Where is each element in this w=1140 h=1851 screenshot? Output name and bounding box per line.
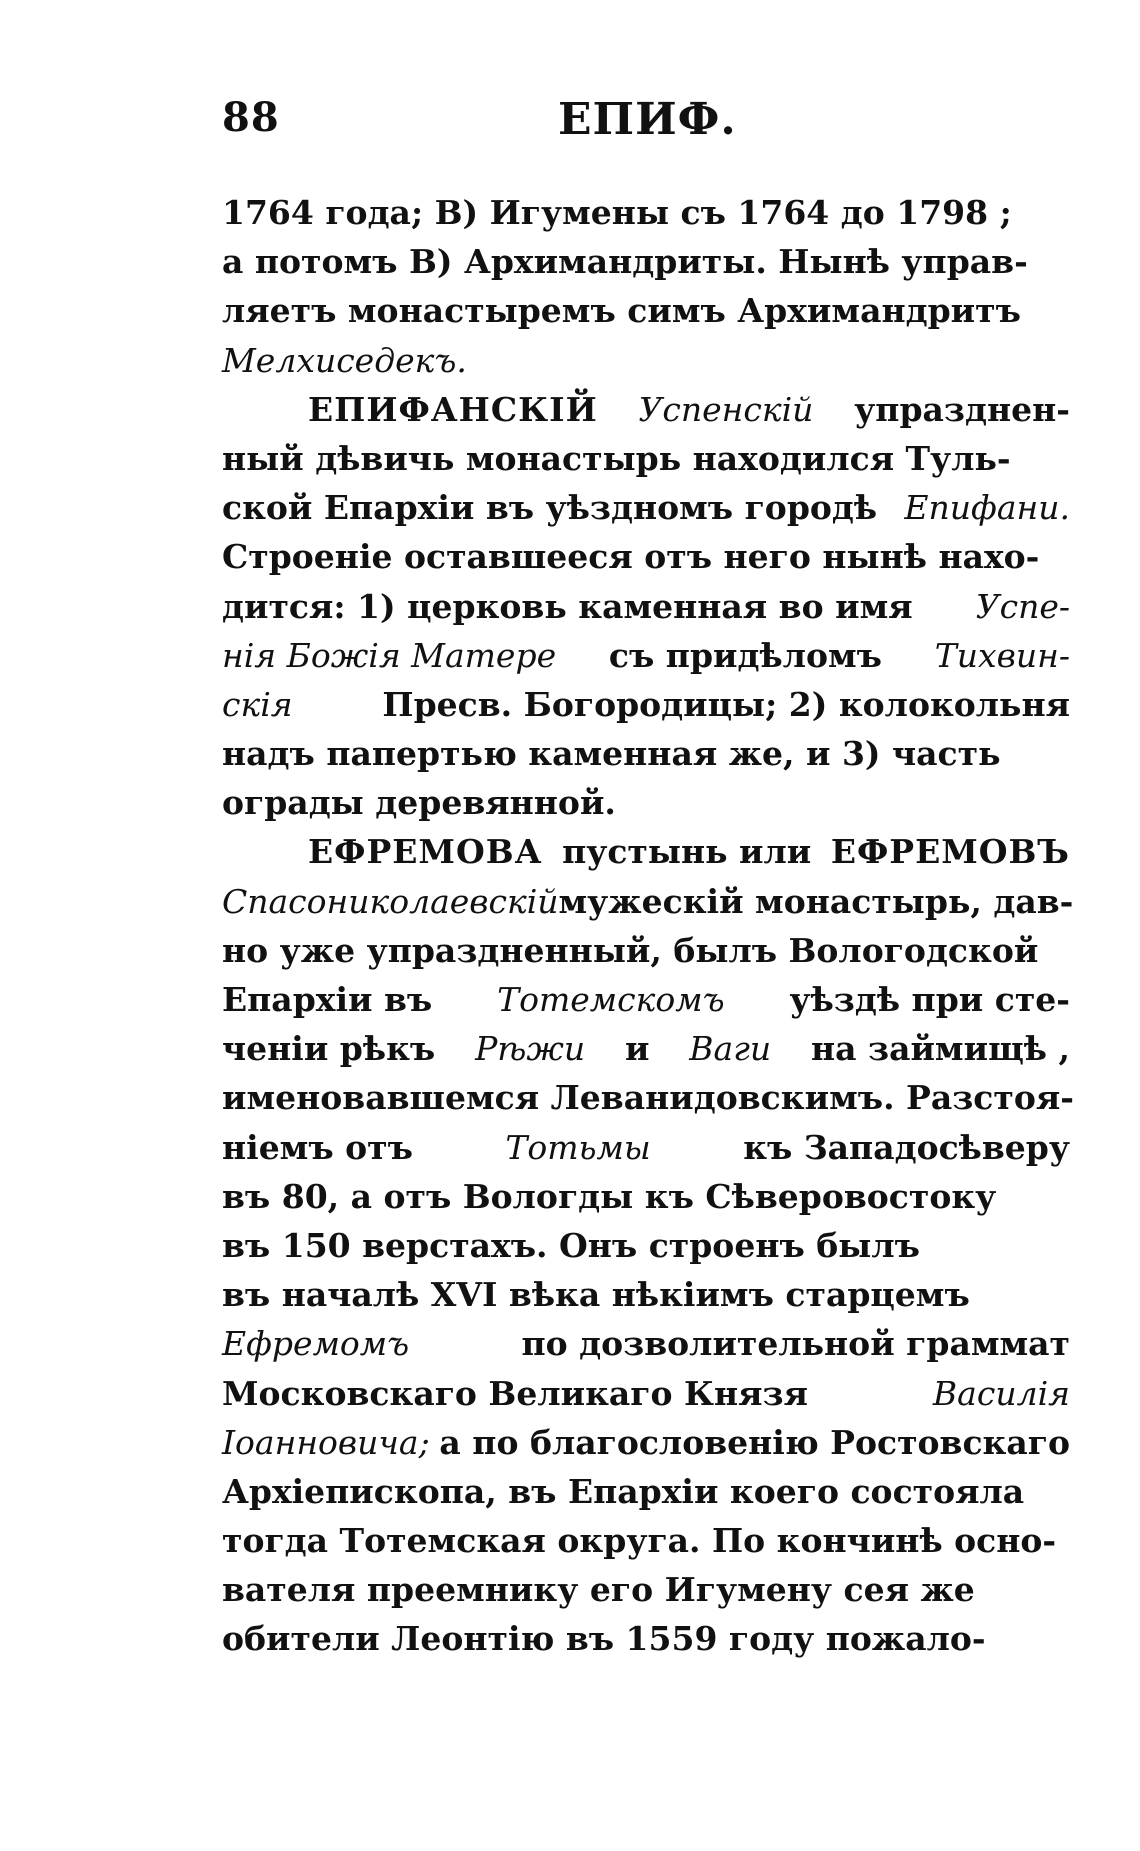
text-segment: 1764 года; В) Игумены съ 1764 до 1798 ;: [222, 193, 1012, 232]
text-segment: Пресв. Богородицы; 2) колокольня: [382, 684, 1070, 724]
text-line: [222, 1221, 1070, 1270]
text-line: [222, 680, 1070, 729]
text-segment: надъ папертью каменная же, и 3) часть: [222, 734, 1001, 774]
text-segment: ограды деревянной.: [222, 783, 616, 823]
text-segment: но уже упраздненный, былъ Вологодской: [222, 930, 1039, 970]
text-segment: Ваги: [689, 1029, 772, 1069]
text-segment: Мелхиседекъ.: [222, 340, 467, 380]
text-segment: на займищѣ ,: [810, 1029, 1070, 1069]
text-line: [222, 582, 1070, 631]
text-segment: Московскаго Великаго Князя: [222, 1373, 808, 1413]
text-line: [222, 1319, 1070, 1368]
text-line: [222, 385, 1070, 434]
text-line: [222, 1123, 1070, 1172]
text-segment: Архіепископа, въ Епархіи коего состояла: [222, 1471, 1025, 1511]
text-segment: Василія: [932, 1373, 1070, 1413]
text-line: [222, 1369, 1070, 1418]
text-segment: Тихвин-: [934, 635, 1070, 675]
text-segment: ЕФРЕМОВА: [308, 832, 543, 872]
text-segment: ЕПИФАНСКІЙ: [308, 389, 598, 429]
text-line: [222, 286, 1070, 335]
text-line: [222, 1073, 1074, 1122]
text-segment: тогда Тотемская округа. По кончинѣ осно-: [222, 1521, 1057, 1561]
text-line: [222, 237, 1070, 286]
text-segment: по дозволительной граммат: [521, 1324, 1070, 1364]
text-line: [222, 877, 1074, 926]
text-segment: скія: [222, 684, 293, 724]
text-segment: Строеніе оставшееся отъ него нынѣ нахо-: [222, 537, 1040, 577]
text-segment: мужескій монастырь, дав-: [558, 881, 1074, 921]
text-segment: пустынь или: [562, 832, 812, 872]
text-segment: Іоанновича;: [222, 1422, 430, 1462]
text-line: [222, 1270, 1070, 1319]
text-line: [222, 1024, 1070, 1073]
text-segment: обители Леонтію въ 1559 году пожало-: [222, 1619, 986, 1659]
text-segment: въ 150 верстахъ. Онъ строенъ былъ: [222, 1225, 920, 1265]
text-segment: ченіи рѣкъ: [222, 1029, 436, 1069]
text-line: [222, 434, 1070, 483]
running-title: ЕПИФ.: [558, 94, 737, 145]
text-segment: въ 80, а отъ Вологды къ Сѣверовостоку: [222, 1176, 997, 1216]
page-number: 88: [222, 94, 280, 141]
text-line: [222, 1172, 1070, 1221]
text-segment: Епифани.: [904, 488, 1070, 528]
text-line: [222, 1418, 1070, 1467]
text-segment: именовавшемся Леванидовскимъ. Разстоя-: [222, 1078, 1074, 1118]
text-segment: съ придѣломъ: [608, 635, 882, 675]
text-line: [222, 827, 1070, 876]
text-segment: а потомъ В) Архимандриты. Нынѣ управ-: [222, 242, 1028, 282]
text-line: [222, 532, 1070, 581]
text-segment: и: [624, 1029, 650, 1069]
text-line: [222, 631, 1070, 680]
text-line: [222, 1565, 1070, 1614]
text-line: [222, 975, 1070, 1024]
text-segment: Рѣжи: [475, 1029, 586, 1069]
text-segment: Епархіи въ: [222, 980, 433, 1019]
text-segment: въ началѣ XVI вѣка нѣкіимъ старцемъ: [222, 1275, 970, 1315]
text-segment: уѣздѣ при сте-: [789, 980, 1070, 1019]
text-line: [222, 483, 1070, 532]
text-segment: нія Божія Матере: [222, 635, 557, 675]
body-text: [222, 188, 1074, 1664]
text-segment: къ Западосѣверу: [743, 1127, 1070, 1167]
text-segment: Спасониколаевскій: [222, 881, 559, 921]
text-line: [222, 729, 1070, 778]
text-segment: ный дѣвичь монастырь находился Туль-: [222, 438, 1011, 478]
text-segment: ЕФРЕМОВЪ: [830, 832, 1070, 872]
text-line: [222, 926, 1070, 975]
text-segment: ніемъ отъ: [222, 1127, 413, 1167]
text-segment: ляетъ монастыремъ симъ Архимандритъ: [222, 291, 1021, 331]
text-line: [222, 188, 1070, 237]
text-segment: дится: 1) церковь каменная во имя: [222, 586, 913, 626]
text-segment: а по благословенію Ростовскаго: [439, 1422, 1070, 1462]
text-line: [222, 1467, 1070, 1516]
text-segment: ской Епархіи въ уѣздномъ городѣ: [222, 488, 878, 528]
running-head: [222, 88, 1062, 158]
text-line: [222, 778, 1070, 827]
text-segment: Успенскій: [638, 389, 814, 429]
text-line: [222, 1614, 1070, 1663]
text-line: [222, 336, 1070, 385]
text-segment: упразднен-: [854, 389, 1070, 429]
text-segment: вателя преемнику его Игумену сея же: [222, 1570, 975, 1610]
text-segment: Тотьмы: [505, 1127, 651, 1167]
text-line: [222, 1516, 1070, 1565]
text-segment: Успе-: [975, 586, 1070, 626]
text-segment: Тотемскомъ: [497, 980, 725, 1019]
text-segment: Ефремомъ: [222, 1324, 410, 1364]
